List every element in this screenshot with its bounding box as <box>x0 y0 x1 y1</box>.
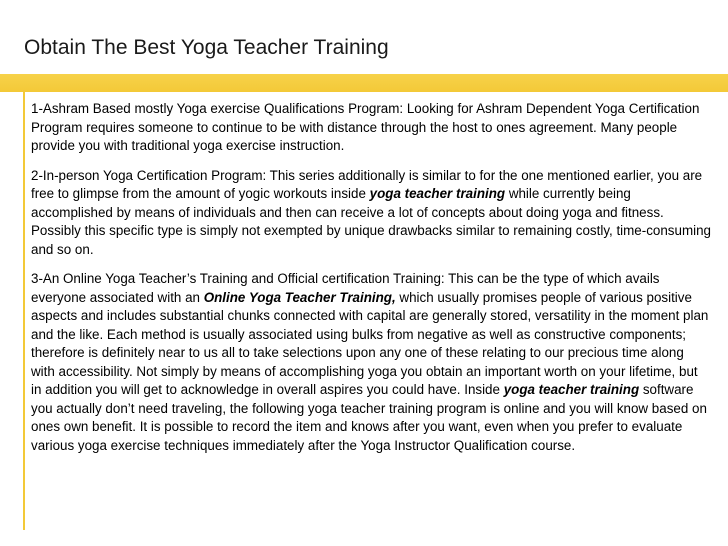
paragraph-text: 1-Ashram Based mostly Yoga exercise Qualifications Program: Looking for Ashram Dependent Yoga Certification Program requires someone to continue to be with distance through the host to ones agreement. Many people provide you with traditional yoga exercise instruction. <box>31 101 700 153</box>
slide-body <box>31 100 711 466</box>
slide-title: Obtain The Best Yoga Teacher Training <box>24 36 389 59</box>
keyword-online-yoga-teacher-training: Online Yoga Teacher Training, <box>203 289 396 305</box>
paragraph-text: 3-An Online Yoga Teacher’s Training and Official certification Training: This can be the type of which avails everyone associated with an <box>31 271 660 305</box>
left-accent-rule <box>23 92 25 530</box>
paragraph-online <box>31 270 711 455</box>
title-accent-band <box>0 74 728 92</box>
paragraph-ashram <box>31 100 711 156</box>
keyword-yoga-teacher-training: yoga teacher training <box>369 186 506 201</box>
paragraph-text: while currently being accomplished by means of individuals and then can receive a lot of concepts about doing yoga and fitness. Possibly this specific type is simply not exempted by unique drawbacks similar to remaining costly, time-consuming and so on. <box>31 186 711 257</box>
keyword-yoga-teacher-training: yoga teacher training <box>503 382 640 397</box>
paragraph-text: software you actually don’t need traveling, the following yoga teacher training program is online and you will know based on ones own benefit. It is possible to record the item and knows after you want, even when you prefer to evaluate various yoga exercise techniques immediately after the Yoga Instructor Qualification course. <box>31 382 707 453</box>
paragraph-text: 2-In-person Yoga Certification Program: This series additionally is similar to for the one mentioned earlier, you are free to glimpse from the amount of yogic workouts inside <box>31 167 703 201</box>
paragraph-text: which usually promises people of various positive aspects and includes substantial chunks connected with capital are generally stored, versatility in the moment plan and the like. Each method is usually associated using bulks from negative as well as constructive components; therefore is definitely near to us all to take selections upon any one of these relating to our precious time along with accessibility. Not simply by means of accomplishing yoga you obtain an important worth on your lifetime, but in addition you will get to acknowledge in overall aspires you could have. Inside <box>31 289 709 397</box>
paragraph-in-person <box>31 167 711 260</box>
